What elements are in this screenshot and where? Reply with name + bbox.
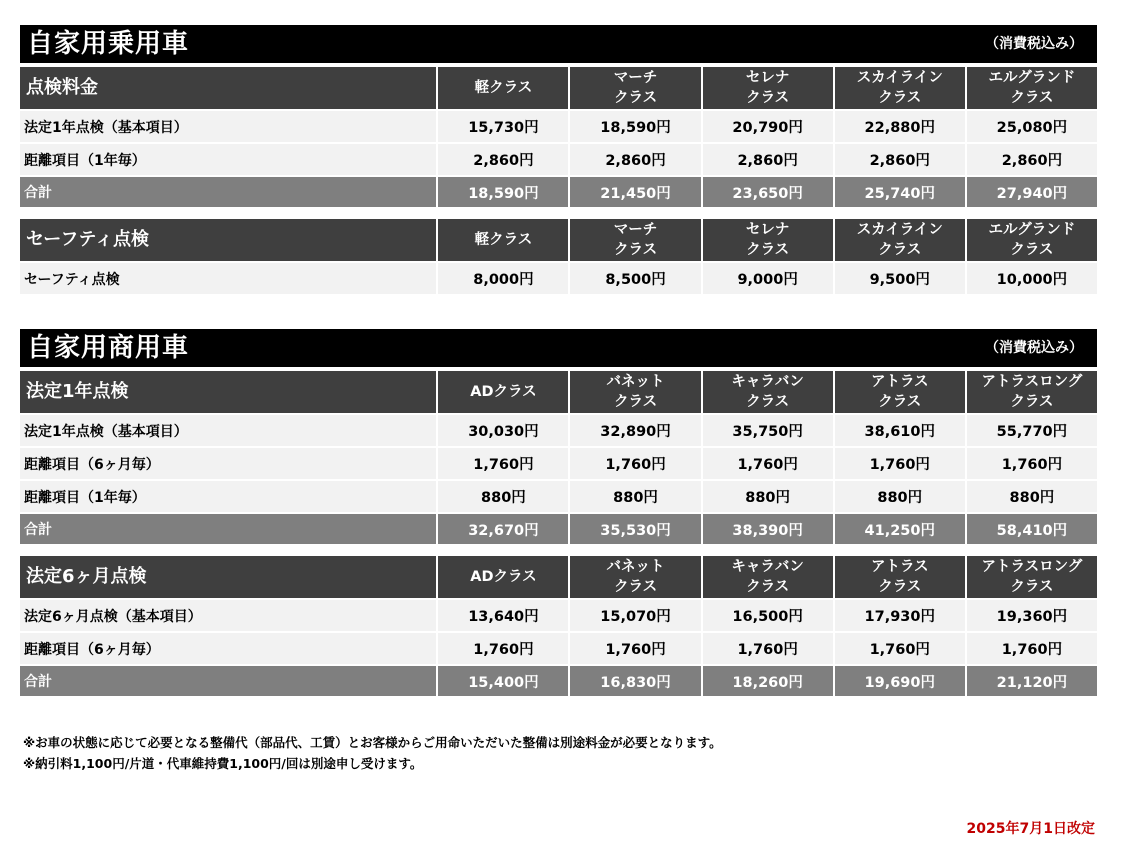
price-cell: 1,760円: [438, 633, 568, 664]
tax-note: （消費税込み）: [985, 36, 1083, 52]
table-row: [20, 481, 1097, 512]
price-cell: 8,000円: [438, 263, 568, 294]
column-header-line: クラス: [614, 579, 658, 595]
price-cell: 22,880円: [835, 111, 965, 142]
price-cell: 13,640円: [438, 600, 568, 631]
column-header-line: クラス: [746, 242, 790, 258]
price-cell: 8,500円: [570, 263, 700, 294]
column-header-line: クラス: [1010, 90, 1054, 106]
column-header-line: クラス: [1010, 579, 1054, 595]
total-cell: 19,690円: [835, 666, 965, 696]
price-cell: 2,860円: [703, 144, 833, 175]
column-header: [835, 371, 965, 413]
column-header: [967, 556, 1097, 598]
column-header-line: 軽クラス: [474, 232, 533, 248]
price-cell: 55,770円: [967, 415, 1097, 446]
table-row: [20, 263, 1097, 294]
price-cell: 880円: [835, 481, 965, 512]
column-header-line: クラス: [614, 90, 658, 106]
total-cell: 41,250円: [835, 514, 965, 544]
column-header-line: スカイライン: [856, 222, 943, 238]
price-table: [18, 65, 1099, 209]
column-header-line: アトラス: [870, 559, 929, 575]
total-cell: 21,450円: [570, 177, 700, 207]
column-header-line: 軽クラス: [474, 80, 533, 96]
price-cell: 1,760円: [703, 448, 833, 479]
total-cell: 15,400円: [438, 666, 568, 696]
column-header: [570, 67, 700, 109]
table-gap: [20, 546, 1097, 554]
row-label: 法定1年点検（基本項目）: [20, 111, 436, 142]
total-cell: 21,120円: [967, 666, 1097, 696]
row-label: 法定1年点検（基本項目）: [20, 415, 436, 446]
price-cell: 1,760円: [570, 448, 700, 479]
column-header-line: バネット: [606, 374, 665, 390]
price-cell: 2,860円: [835, 144, 965, 175]
column-header-line: マーチ: [613, 222, 658, 238]
column-header-line: バネット: [606, 559, 665, 575]
column-header-line: クラス: [878, 242, 922, 258]
footnote: ※納引料1,100円/片道・代車維持費1,100円/回は別途申し受けます。: [23, 756, 423, 771]
total-cell: 18,260円: [703, 666, 833, 696]
price-cell: 35,750円: [703, 415, 833, 446]
column-header-line: クラス: [878, 90, 922, 106]
column-header-line: クラス: [1010, 394, 1054, 410]
column-header-line: アトラスロング: [981, 559, 1083, 575]
column-header: [570, 219, 700, 261]
column-header-line: ADクラス: [470, 569, 537, 585]
price-cell: 1,760円: [835, 633, 965, 664]
price-cell: 880円: [570, 481, 700, 512]
price-cell: 38,610円: [835, 415, 965, 446]
price-cell: 880円: [967, 481, 1097, 512]
column-header-line: ADクラス: [470, 384, 537, 400]
total-cell: 18,590円: [438, 177, 568, 207]
table-group: [20, 65, 1097, 296]
row-label: 法定6ヶ月点検（基本項目）: [20, 600, 436, 631]
footnotes: [23, 732, 722, 774]
column-header-line: エルグランド: [988, 222, 1076, 238]
table-row: [20, 600, 1097, 631]
price-table: [18, 554, 1099, 698]
column-header-line: キャラバン: [731, 559, 804, 575]
price-cell: 1,760円: [438, 448, 568, 479]
column-header: [703, 67, 833, 109]
total-row: [20, 177, 1097, 207]
section-title: 自家用乗用車: [27, 29, 190, 59]
price-cell: 1,760円: [967, 633, 1097, 664]
table-header-row: [20, 556, 1097, 598]
row-label: 距離項目（1年毎）: [20, 481, 436, 512]
section-header: [20, 329, 1097, 369]
price-cell: 1,760円: [967, 448, 1097, 479]
column-header-line: アトラス: [870, 374, 929, 390]
total-label: 合計: [20, 177, 436, 207]
table-row: [20, 448, 1097, 479]
column-header: [835, 556, 965, 598]
column-header-line: クラス: [878, 579, 922, 595]
section-header: [20, 25, 1097, 65]
total-row: [20, 666, 1097, 696]
price-cell: 15,070円: [570, 600, 700, 631]
table-row: [20, 415, 1097, 446]
table-group: [20, 369, 1097, 698]
column-header: [703, 219, 833, 261]
table-header-label: 法定1年点検: [20, 371, 436, 413]
total-label: 合計: [20, 666, 436, 696]
price-cell: 25,080円: [967, 111, 1097, 142]
column-header-line: クラス: [746, 579, 790, 595]
section-private-commercial: [20, 329, 1097, 698]
column-header: [703, 371, 833, 413]
total-cell: 32,670円: [438, 514, 568, 544]
column-header-line: エルグランド: [988, 70, 1076, 86]
column-header: [967, 219, 1097, 261]
total-cell: 38,390円: [703, 514, 833, 544]
column-header-line: マーチ: [613, 70, 658, 86]
total-cell: 16,830円: [570, 666, 700, 696]
table-header-row: [20, 219, 1097, 261]
table-row: [20, 633, 1097, 664]
column-header: [438, 67, 568, 109]
price-cell: 9,500円: [835, 263, 965, 294]
column-header: [835, 67, 965, 109]
row-label: 距離項目（6ヶ月毎）: [20, 633, 436, 664]
row-label: セーフティ点検: [20, 263, 436, 294]
table-row: [20, 111, 1097, 142]
price-cell: 2,860円: [570, 144, 700, 175]
column-header-line: スカイライン: [856, 70, 943, 86]
column-header: [438, 219, 568, 261]
revision-date: 2025年7月1日改定: [966, 821, 1095, 837]
total-label: 合計: [20, 514, 436, 544]
price-cell: 2,860円: [967, 144, 1097, 175]
column-header: [967, 67, 1097, 109]
column-header-line: クラス: [614, 394, 658, 410]
price-cell: 1,760円: [570, 633, 700, 664]
price-cell: 1,760円: [835, 448, 965, 479]
price-cell: 16,500円: [703, 600, 833, 631]
total-cell: 23,650円: [703, 177, 833, 207]
price-cell: 18,590円: [570, 111, 700, 142]
column-header-line: クラス: [614, 242, 658, 258]
price-cell: 9,000円: [703, 263, 833, 294]
column-header: [967, 371, 1097, 413]
column-header: [570, 371, 700, 413]
table-gap: [20, 209, 1097, 217]
section-title: 自家用商用車: [27, 333, 190, 363]
table-header-label: セーフティ点検: [20, 219, 436, 261]
total-cell: 25,740円: [835, 177, 965, 207]
column-header-line: クラス: [878, 394, 922, 410]
row-label: 距離項目（6ヶ月毎）: [20, 448, 436, 479]
table-header-label: 法定6ヶ月点検: [20, 556, 436, 598]
price-cell: 30,030円: [438, 415, 568, 446]
price-table: [18, 369, 1099, 546]
table-row: [20, 144, 1097, 175]
total-cell: 58,410円: [967, 514, 1097, 544]
column-header-line: セレナ: [745, 70, 790, 86]
price-table: [18, 217, 1099, 296]
price-cell: 880円: [438, 481, 568, 512]
column-header: [438, 556, 568, 598]
price-cell: 32,890円: [570, 415, 700, 446]
column-header-line: クラス: [1010, 242, 1054, 258]
total-cell: 27,940円: [967, 177, 1097, 207]
column-header-line: アトラスロング: [981, 374, 1083, 390]
footnote: ※お車の状態に応じて必要となる整備代（部品代、工賃）とお客様からご用命いただいた整備は別途料金が必要となります。: [23, 735, 722, 750]
price-cell: 20,790円: [703, 111, 833, 142]
price-cell: 2,860円: [438, 144, 568, 175]
column-header-line: キャラバン: [731, 374, 804, 390]
column-header-line: クラス: [746, 394, 790, 410]
section-private-passenger: [20, 25, 1097, 296]
tax-note: （消費税込み）: [985, 340, 1083, 356]
total-row: [20, 514, 1097, 544]
table-header-row: [20, 371, 1097, 413]
price-cell: 1,760円: [703, 633, 833, 664]
column-header-line: セレナ: [745, 222, 790, 238]
price-cell: 17,930円: [835, 600, 965, 631]
row-label: 距離項目（1年毎）: [20, 144, 436, 175]
price-cell: 880円: [703, 481, 833, 512]
total-cell: 35,530円: [570, 514, 700, 544]
column-header: [703, 556, 833, 598]
table-header-row: [20, 67, 1097, 109]
column-header: [438, 371, 568, 413]
price-cell: 15,730円: [438, 111, 568, 142]
column-header: [835, 219, 965, 261]
price-cell: 19,360円: [967, 600, 1097, 631]
column-header-line: クラス: [746, 90, 790, 106]
column-header: [570, 556, 700, 598]
table-header-label: 点検料金: [20, 67, 436, 109]
price-cell: 10,000円: [967, 263, 1097, 294]
